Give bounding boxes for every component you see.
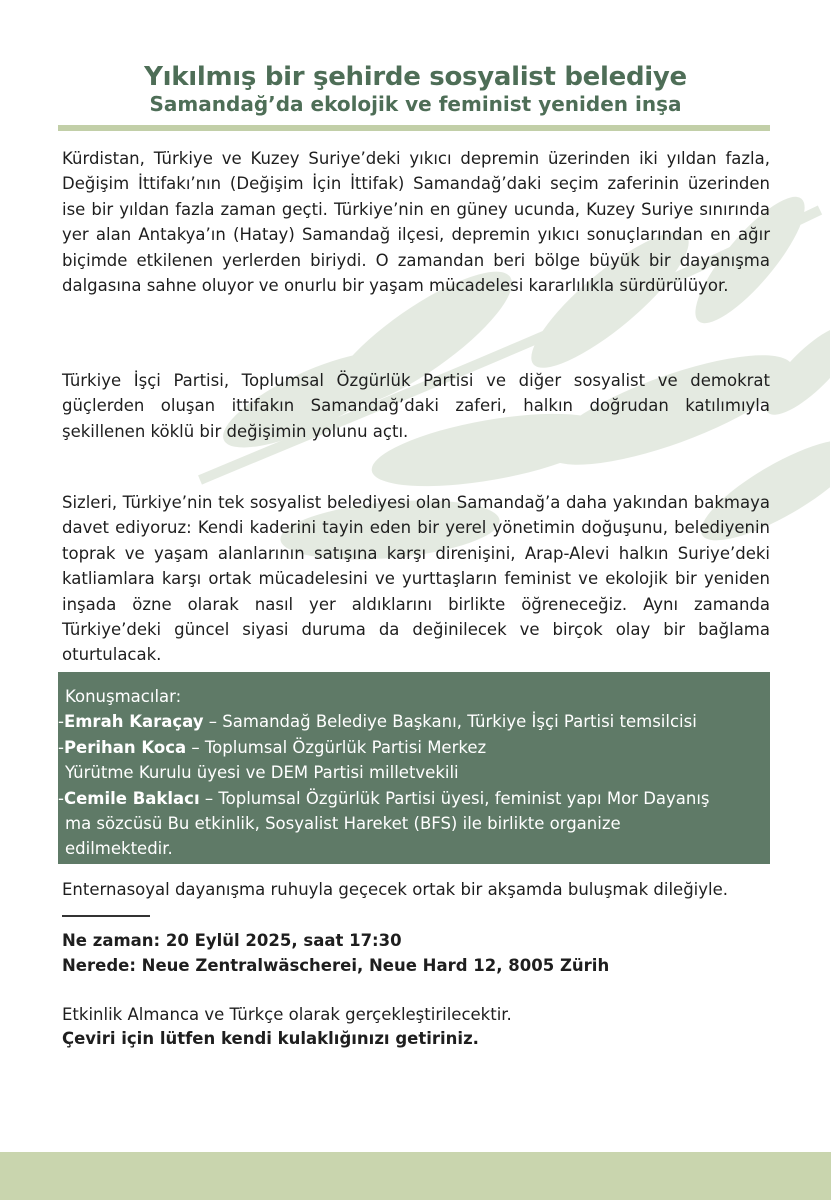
header <box>0 62 831 116</box>
intro-paragraph: Kürdistan, Türkiye ve Kuzey Suriye’deki yıkıcı depremin üzerinden iki yıldan fazla, Değişim İttifakı’nın (Değişim İçin İttifak) Samandağ’daki seçim zaferinin üzerinden ise bir yıldan fazla zaman geçti. Türkiye’nin en güney ucunda, Kuzey Suriye sınırında yer alan Antakya’ın (Hatay) Samandağ ilçesi, depremin yıkıcı sonuçlarından en ağır biçimde etkilenen yerlerden biriydi. O zamandan beri bölge büyük bir dayanışma dalgasına sahne oluyor ve onurlu bir yaşam mücadelesi kararlılıkla sürdürülüyor. <box>62 149 770 296</box>
event-location: Nerede: Neue Zentralwäscherei, Neue Hard 12, 8005 Zürih <box>62 956 610 975</box>
speaker-dash: - <box>58 737 64 757</box>
speaker-item <box>58 786 770 811</box>
speaker-name: Cemile Baklacı <box>63 788 200 808</box>
speaker-description-continued: ma sözcüsü Bu etkinlik, Sosyalist Hareket (BFS) ile birlikte organize <box>65 814 621 834</box>
language-note: Etkinlik Almanca ve Türkçe olarak gerçekleştirilecektir. <box>62 1005 512 1024</box>
event-date: Ne zaman: 20 Eylül 2025, saat 17:30 <box>62 931 402 950</box>
alliance-paragraph: Türkiye İşçi Partisi, Toplumsal Özgürlük Partisi ve diğer sosyalist ve demokrat güçlerden oluşan ittifakın Samandağ’daki zaferi, halkın doğrudan katılımıyla şekillenen köklü bir değişimin yolunu açtı. <box>62 371 770 441</box>
invitation-paragraph: Sizleri, Türkiye’nin tek sosyalist belediyesi olan Samandağ’a daha yakından bakmaya davet ediyoruz: Kendi kaderini tayin eden bir yerel yönetimin doğuşunu, belediyenin toprak ve yaşam alanlarının satışına karşı direnişini, Arap-Alevi halkın Suriye’deki katliamlara karşı ortak mücadelesini ve yurttaşların feminist ve ekolojik bir yeniden inşada özne olarak nasıl yer aldıklarını birlikte öğreneceğiz. Aynı zamanda Türkiye’deki güncel siyasi duruma da değinilecek ve birçok olay bir bağlama oturtulacak. <box>62 493 770 665</box>
title-divider <box>58 125 770 131</box>
speaker-item <box>58 735 770 760</box>
speaker-description: – Toplumsal Özgürlük Partisi üyesi, feminist yapı Mor Dayanış <box>199 788 710 808</box>
footer-band <box>0 1152 831 1200</box>
short-divider <box>62 915 150 917</box>
speaker-description: – Toplumsal Özgürlük Partisi Merkez <box>186 737 487 757</box>
speaker-description: – Samandağ Belediye Başkanı, Türkiye İşçi Partisi temsilcisi <box>203 712 697 732</box>
speaker-description-continued: edilmektedir. <box>65 839 173 859</box>
speaker-dash: - <box>58 712 64 732</box>
speakers-box <box>58 672 770 864</box>
speaker-name: Emrah Karaçay <box>63 712 204 732</box>
headphones-note: Çeviri için lütfen kendi kulaklığınızı getiriniz. <box>62 1029 479 1048</box>
speaker-dash: - <box>58 788 64 808</box>
page-title: Yıkılmış bir şehirde sosyalist belediye <box>144 62 687 92</box>
page-subtitle: Samandağ’da ekolojik ve feminist yeniden inşa <box>149 92 682 116</box>
closing-text: Enternasoyal dayanışma ruhuyla geçecek ortak bir akşamda buluşmak dileğiyle. <box>62 880 728 899</box>
speaker-item <box>58 709 770 734</box>
speaker-name: Perihan Koca <box>63 737 187 757</box>
speakers-heading: Konuşmacılar: <box>65 687 182 706</box>
speaker-description-continued: Yürütme Kurulu üyesi ve DEM Partisi milletvekili <box>65 763 459 783</box>
